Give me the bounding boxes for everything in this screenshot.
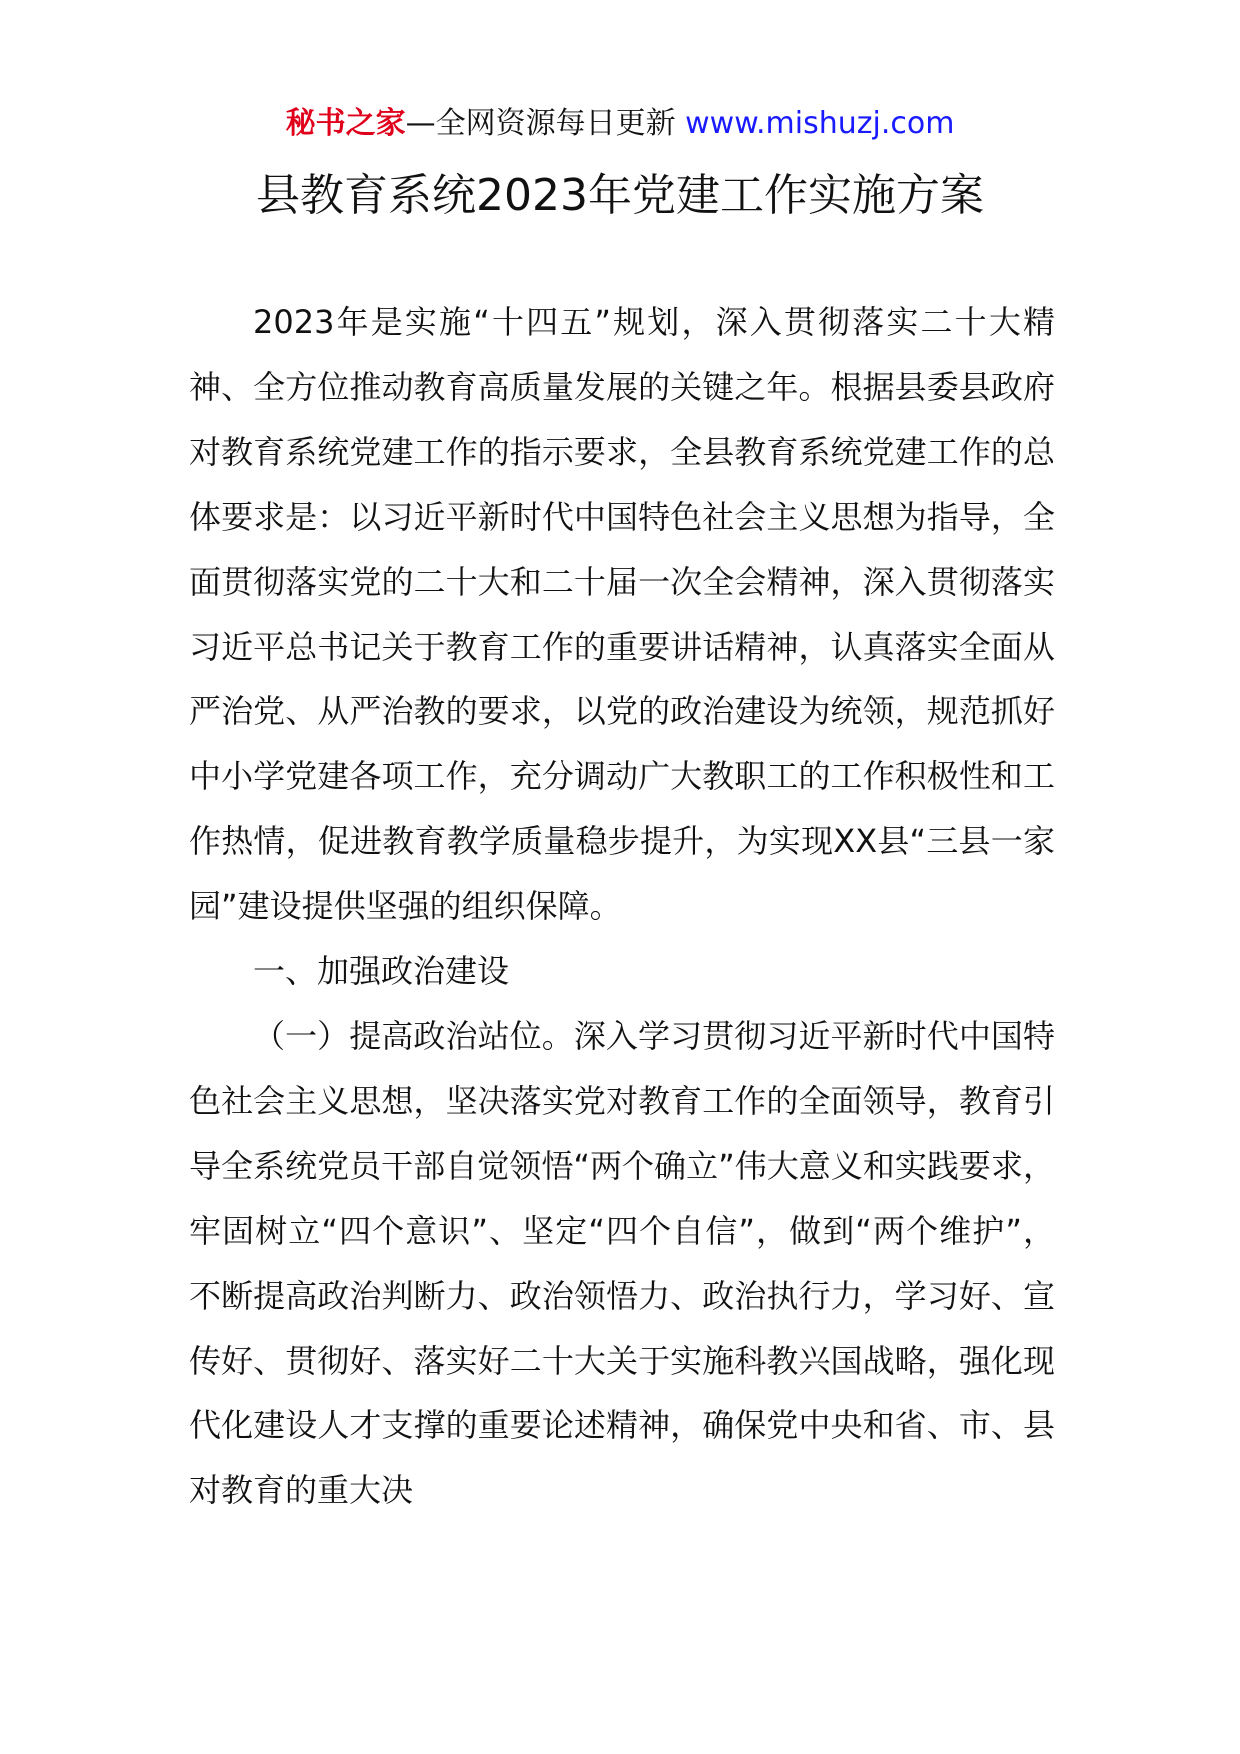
site-url-link[interactable]: www.mishuzj.com — [685, 106, 955, 141]
site-watermark-header — [0, 104, 1240, 144]
paragraph-intro: 2023年是实施“十四五”规划，深入贯彻落实二十大精神、全方位推动教育高质量发展的关键之年。根据县委县政府对教育系统党建工作的指示要求，全县教育系统党建工作的总体要求是：以习近平新时代中国特色社会主义思想为指导，全面贯彻落实党的二十大和二十届一次全会精神，深入贯彻落实习近平总书记关于教育工作的重要讲话精神，认真落实全面从严治党、从严治教的要求，以党的政治建设为统领，规范抓好中小学党建各项工作，充分调动广大教职工的工作积极性和工作热情，促进教育教学质量稳步提升，为实现XX县“三县一家园”建设提供坚强的组织保障。 — [189, 303, 1055, 926]
document-body — [189, 290, 1055, 1523]
paragraph-section-1-1: （一）提高政治站位。深入学习贯彻习近平新时代中国特色社会主义思想，坚决落实党对教育工作的全面领导，教育引导全系统党员干部自觉领悟“两个确立”伟大意义和实践要求，牢固树立“四个意识”、坚定“四个自信”，做到“两个维护”，不断提高政治判断力、政治领悟力、政治执行力，学习好、宣传好、贯彻好、落实好二十大关于实施科教兴国战略，强化现代化建设人才支撑的重要论述精神，确保党中央和省、市、县对教育的重大决 — [189, 1016, 1055, 1510]
section-heading-1: 一、加强政治建设 — [253, 952, 510, 991]
brand-name: 秘书之家 — [285, 106, 406, 141]
watermark-tagline: —全网资源每日更新 — [405, 106, 686, 141]
document-title: 县教育系统2023年党建工作实施方案 — [256, 170, 984, 221]
